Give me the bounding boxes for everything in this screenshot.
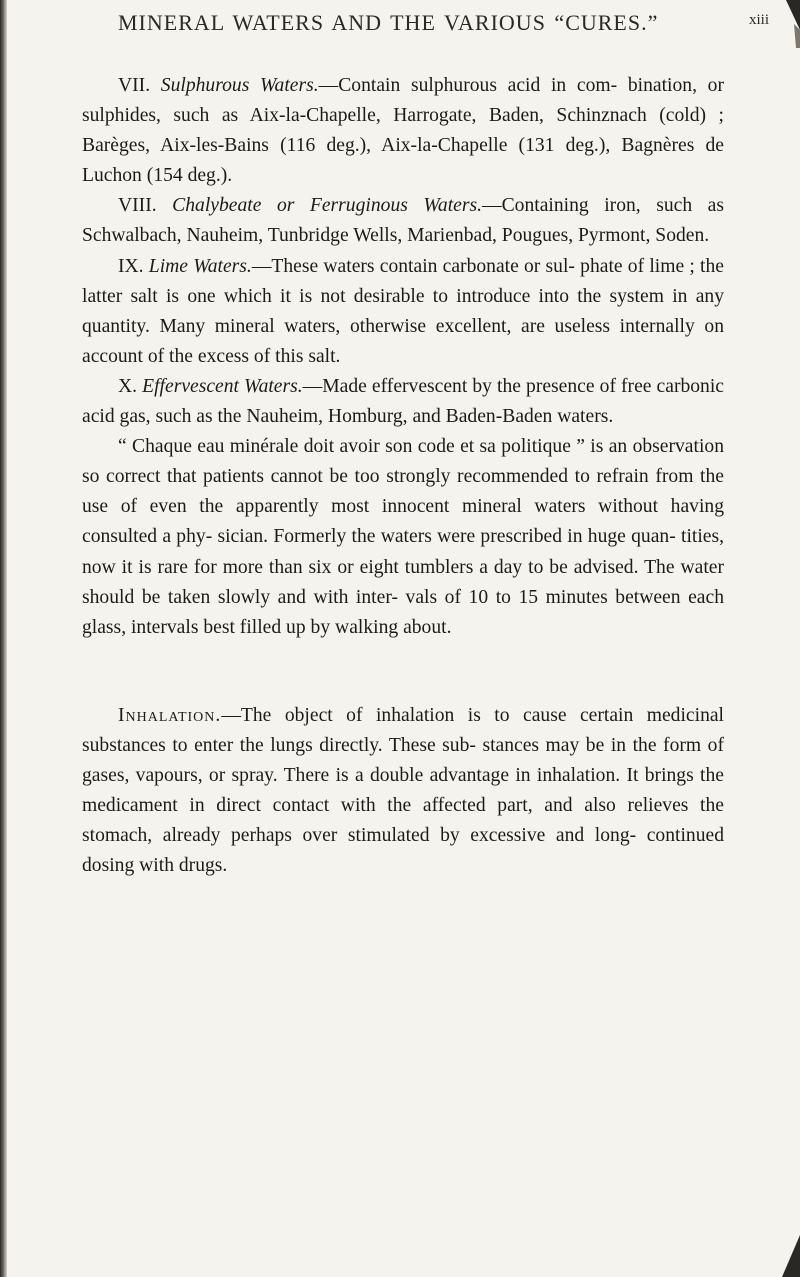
term: Lime Waters. [148,255,252,277]
term: Sulphurous Waters. [160,75,319,96]
paragraph-text: —Containing iron, such as Schwalbach, Nauheim, Tunbridge Wells, Marienbad, Pougues, Pyrmont, Soden. [82,195,724,247]
paragraph-inhalation [82,701,724,882]
page-body [82,71,724,881]
paragraph-sulphurous-waters [82,71,724,191]
page-number: xiii [749,12,770,28]
paragraph-text: —The object of inhalation is to cause certain medicinal substances to enter the lungs directly. These sub- stances may be in the form of gases, vapours, or spray. There is a double advantage in inhalation. It brings the medicament in direct contact with the affected part, and also relieves the stomach, already perhaps over stimulated by excessive and long- continued dosing with drugs. [82,704,724,877]
paragraph-chalybeate-waters [82,191,724,251]
page-spine-edge [0,0,7,1277]
numeral: VIII. [118,195,157,217]
paragraph-text: —Made effervescent by the presence of free carbonic acid gas, such as the Nauheim, Homburg, and Baden-Baden waters. [82,375,724,428]
paragraph-quotation: “ Chaque eau minérale doit avoir son code et sa politique ” is an observation so correct that patients cannot be too strongly recommended to refrain from the use of even the apparently most innocent mineral waters without having consulted a phy- sician. Formerly the waters were prescribed in huge quan- tities, now it is rare for more than six or eight tumblers a day to be advised. The water should be taken slowly and with inter- vals of 10 to 15 minutes between each glass, intervals best filled up by walking about. [82,436,724,638]
section-heading: Inhalation. [118,704,222,726]
numeral: X. [118,375,138,397]
page-corner-top-icon [780,0,800,48]
page-corner-bottom-icon [780,1229,800,1277]
term: Effervescent Waters. [142,375,303,397]
section-gap [82,643,724,701]
numeral: VII. [118,75,151,96]
paragraph-lime-waters [82,252,724,372]
paragraph-effervescent-waters [82,372,724,432]
page-header [0,10,800,44]
numeral: IX. [118,255,144,277]
term: Chalybeate or Ferruginous Waters. [172,195,483,217]
paragraph-text: —Contain sulphurous acid in com- bination, or sulphides, such as Aix-la-Chapelle, Harrogate, Baden, Schinznach (cold) ; Barèges, Aix-les-Bains (116 deg.), Aix-la-Chapelle (131 deg.), Bagnères de Luchon (154 deg.). [82,75,724,187]
running-title: MINERAL WATERS AND THE VARIOUS “CURES.” [118,10,659,35]
paragraph-text: —These waters contain carbonate or sul- phate of lime ; the latter salt is one which it is not desirable to introduce into the system in any quantity. Many mineral waters, otherwise excellent, are useless internally on account of the excess of this salt. [82,255,724,367]
